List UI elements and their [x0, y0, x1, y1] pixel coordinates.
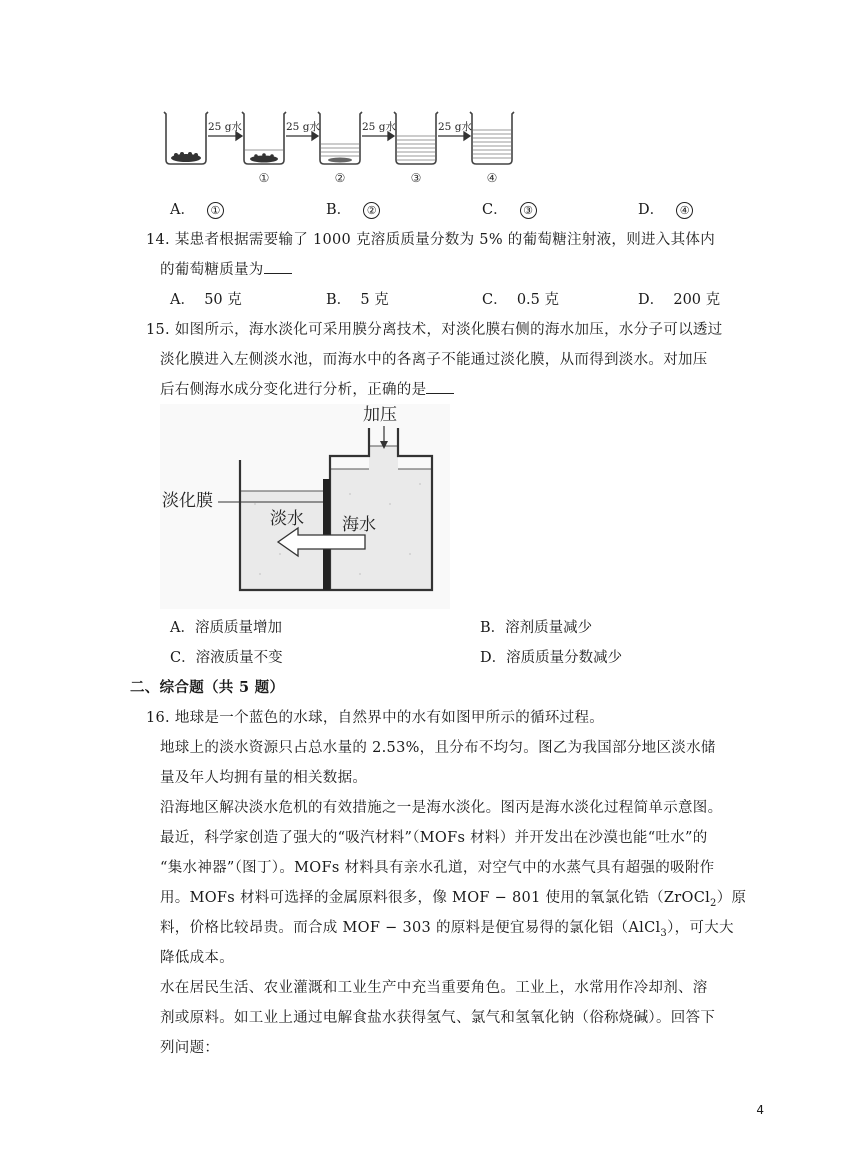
q14-option-c[interactable]: C． 0.5 克 [482, 292, 559, 308]
page-number: 4 [756, 1103, 764, 1117]
desalination-membrane-figure [160, 404, 450, 609]
pressure-label: 加压 [363, 405, 397, 425]
q13-option-d[interactable]: D． ④ [638, 198, 693, 219]
section-heading: 二、综合题（共 5 题） [130, 679, 285, 696]
q16-paragraph-line: 料，价格比较昂贵。而合成 MOF − 303 的原料是便宜易得的氯化铝（AlCl$_3$），可大大 [160, 920, 734, 939]
sea-water-label: 海水 [342, 515, 376, 535]
q15-option-c[interactable]: C．溶液质量不变 [170, 650, 283, 666]
q13-option-b[interactable]: B． ② [326, 198, 380, 219]
answer-blank [264, 259, 292, 274]
beaker-label: ④ [486, 171, 498, 185]
arrow-label: 25 g水 [362, 121, 396, 133]
q14-stem-line1: 14. 某患者根据需要输了 1000 克溶质质量分数为 5% 的葡萄糖注射液，则进入其体内 [146, 232, 716, 248]
q14-option-a[interactable]: A． 50 克 [170, 292, 242, 308]
arrow-label: 25 g水 [208, 121, 242, 133]
q16-paragraph-line: 沿海地区解决淡水危机的有效措施之一是海水淡化。图丙是海水淡化过程简单示意图。 [160, 800, 723, 816]
beaker-label: ② [334, 171, 346, 185]
q16-paragraph-line: 降低成本。 [160, 950, 234, 966]
q16-paragraph-line: 地球上的淡水资源只占总水量的 2.53%，且分布不均匀。图乙为我国部分地区淡水储 [160, 740, 716, 756]
q16-paragraph-line: 列问题： [160, 1040, 220, 1056]
q16-paragraph-line: 水在居民生活、农业灌溉和工业生产中充当重要角色。工业上，水常用作冷却剂、溶 [160, 980, 708, 996]
q15-option-d[interactable]: D．溶质质量分数减少 [480, 650, 623, 666]
q15-option-b[interactable]: B．溶剂质量减少 [480, 620, 593, 636]
beaker-dilution-figure [150, 100, 530, 190]
q14-option-d[interactable]: D． 200 克 [638, 292, 721, 308]
q13-option-c[interactable]: C． ③ [482, 198, 537, 219]
arrow-label: 25 g水 [438, 121, 472, 133]
beaker-label: ③ [410, 171, 422, 185]
beaker-label: ① [258, 171, 270, 185]
q16-paragraph-line: 最近，科学家创造了强大的“吸汽材料”（MOFs 材料）并开发出在沙漠也能“吐水”的 [160, 830, 708, 846]
answer-blank [426, 379, 454, 394]
q15-stem-line1: 15. 如图所示，海水淡化可采用膜分离技术，对淡化膜右侧的海水加压，水分子可以透过 [146, 322, 723, 338]
q16-paragraph-line: 量及年人均拥有量的相关数据。 [160, 770, 368, 786]
q15-stem-line2: 淡化膜进入左侧淡水池，而海水中的各离子不能通过淡化膜，从而得到淡水。对加压 [160, 352, 708, 368]
q16-paragraph-line: “集水神器”（图丁）。MOFs 材料具有亲水孔道，对空气中的水蒸气具有超强的吸附作 [160, 860, 715, 876]
q16-paragraph-line: 剂或原料。如工业上通过电解食盐水获得氢气、氯气和氢氧化钠（俗称烧碱）。回答下 [160, 1010, 716, 1026]
fresh-water-label: 淡水 [270, 509, 304, 529]
q16-paragraph-line: 用。MOFs 材料可选择的金属原料很多，像 MOF − 801 使用的氧氯化锆（ZrOCl$_2$）原 [160, 890, 747, 909]
q14-stem-line2: 的葡萄糖质量为 [160, 258, 292, 279]
q14-option-b[interactable]: B． 5 克 [326, 292, 389, 308]
q15-stem-line3: 后右侧海水成分变化进行分析，正确的是 [160, 378, 454, 399]
q13-option-a[interactable]: A． ① [170, 198, 224, 219]
q16-intro: 16. 地球是一个蓝色的水球，自然界中的水有如图甲所示的循环过程。 [146, 710, 605, 726]
q15-option-a[interactable]: A．溶质质量增加 [170, 620, 282, 636]
membrane-label: 淡化膜 [162, 491, 213, 511]
arrow-label: 25 g水 [286, 121, 320, 133]
